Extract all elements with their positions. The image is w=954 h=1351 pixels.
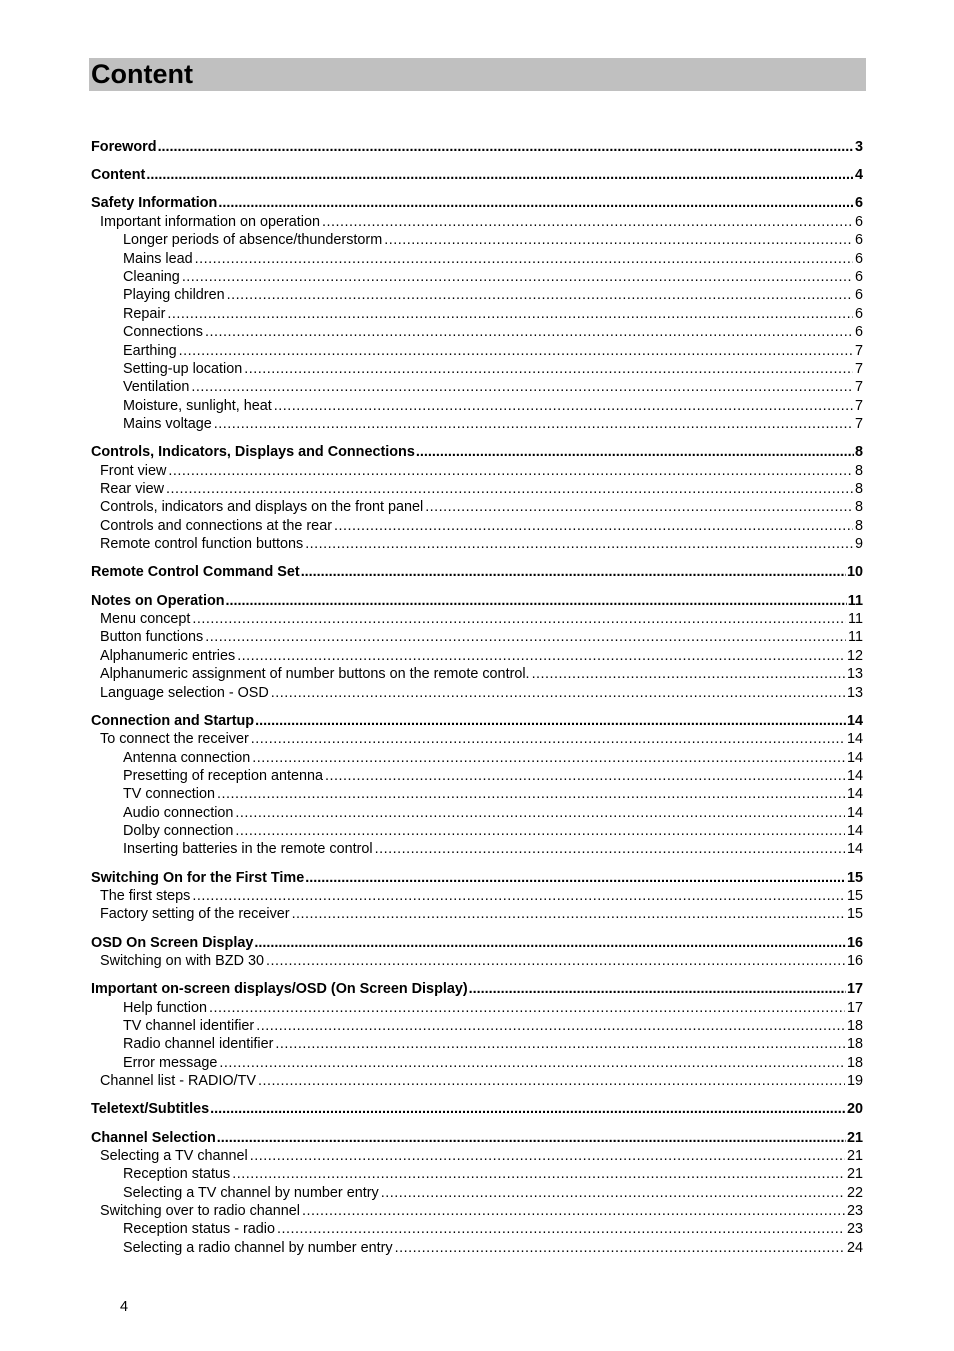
toc-entry-title: Playing children [123, 287, 225, 304]
toc-entry-page: 3 [854, 139, 863, 155]
toc-entry[interactable] [91, 684, 863, 702]
toc-entry-page: 10 [846, 564, 863, 581]
toc-entry-title: Menu concept [100, 610, 191, 627]
toc-entry-page: 19 [846, 1073, 863, 1090]
dot-leader [182, 268, 853, 286]
toc-entry[interactable] [91, 869, 863, 887]
dot-leader [158, 138, 854, 156]
toc-entry-page: 15 [846, 888, 863, 905]
toc-entry[interactable] [91, 785, 863, 803]
dot-leader [232, 1165, 845, 1183]
dot-leader [166, 480, 853, 498]
toc-entry[interactable] [91, 286, 863, 304]
toc-entry[interactable] [91, 887, 863, 905]
dot-leader [266, 952, 845, 970]
toc-entry-page: 15 [846, 869, 863, 886]
toc-entry-title: Longer periods of absence/thunderstorm [123, 232, 383, 249]
dot-leader [218, 194, 854, 212]
dot-leader [250, 1147, 845, 1165]
dot-leader [179, 342, 853, 360]
toc-entry[interactable] [91, 194, 863, 212]
toc-entry-page: 7 [854, 360, 863, 377]
toc-entry-title: Alphanumeric assignment of number buttons on the remote control. [100, 666, 530, 683]
toc-entry-page: 21 [846, 1166, 863, 1183]
toc-entry[interactable] [91, 213, 863, 231]
toc-entry[interactable] [91, 1035, 863, 1053]
toc-entry-page: 14 [846, 712, 863, 729]
toc-entry-page: 4 [854, 167, 863, 184]
toc-entry-title: Moisture, sunlight, heat [123, 397, 272, 414]
toc-entry[interactable] [91, 767, 863, 785]
dot-leader [237, 647, 845, 665]
toc-entry[interactable] [91, 1129, 863, 1147]
dot-leader [381, 1184, 845, 1202]
toc-entry[interactable] [91, 749, 863, 767]
dot-leader [375, 840, 845, 858]
toc-entry-page: 12 [846, 647, 863, 664]
dot-leader [277, 1220, 845, 1238]
toc-entry-title: Controls and connections at the rear [100, 517, 332, 534]
dot-leader [251, 730, 845, 748]
toc-entry[interactable] [91, 712, 863, 730]
toc-entry-title: Selecting a TV channel [100, 1147, 248, 1164]
toc-entry-page: 6 [854, 324, 863, 341]
toc-entry-page: 16 [846, 934, 863, 951]
toc-entry-page: 6 [854, 305, 863, 322]
toc-entry-title: Repair [123, 305, 166, 322]
dot-leader [210, 1100, 846, 1118]
dot-leader [205, 628, 846, 646]
toc-entry-title: Selecting a radio channel by number entry [123, 1239, 393, 1256]
toc-entry-page: 16 [846, 953, 863, 969]
toc-entry-title: Earthing [123, 342, 177, 359]
toc-entry-title: Channel list - RADIO/TV [100, 1073, 256, 1090]
toc-entry[interactable] [91, 1239, 863, 1257]
toc-entry-title: Notes on Operation [91, 592, 225, 609]
page-number: 4 [120, 1299, 129, 1315]
dot-leader [252, 749, 845, 767]
dot-leader [191, 378, 853, 396]
toc-entry-title: TV connection [123, 786, 215, 803]
toc-entry-page: 17 [846, 981, 863, 998]
toc-entry-title: Alphanumeric entries [100, 647, 236, 664]
toc-entry-title: Important information on operation [100, 213, 320, 230]
toc-entry-page: 6 [854, 250, 863, 267]
dot-leader [205, 323, 853, 341]
dot-leader [209, 999, 845, 1017]
dot-leader [425, 498, 853, 516]
toc-entry-page: 9 [854, 536, 863, 553]
toc-entry-title: Channel Selection [91, 1129, 216, 1146]
dot-leader [219, 1054, 845, 1072]
dot-leader [146, 166, 854, 184]
toc-entry-page: 14 [846, 804, 863, 821]
toc-entry-title: Controls, indicators and displays on the front panel [100, 499, 424, 516]
toc-entry-page: 8 [854, 499, 863, 516]
dot-leader [305, 869, 846, 887]
dot-leader [244, 360, 853, 378]
toc-entry-title: Setting-up location [123, 360, 243, 377]
toc-entry[interactable] [91, 378, 863, 396]
toc-entry[interactable] [91, 250, 863, 268]
toc-entry[interactable] [91, 1017, 863, 1035]
toc-entry[interactable] [91, 592, 863, 610]
toc-entry-title: Connections [123, 324, 203, 341]
toc-entry[interactable] [91, 462, 863, 480]
dot-leader [217, 785, 845, 803]
toc-entry-title: Selecting a TV channel by number entry [123, 1184, 379, 1201]
toc-entry-page: 21 [846, 1147, 863, 1164]
dot-leader [214, 415, 853, 433]
toc-entry-page: 6 [854, 195, 863, 212]
toc-entry[interactable] [91, 610, 863, 628]
toc-entry-title: To connect the receiver [100, 731, 249, 748]
toc-entry[interactable] [91, 480, 863, 498]
toc-entry[interactable] [91, 342, 863, 360]
dot-leader [255, 712, 846, 730]
dot-leader [301, 563, 846, 581]
toc-entry-title: Switching On for the First Time [91, 869, 305, 886]
toc-entry-title: Controls, Indicators, Displays and Connections [91, 444, 415, 461]
toc-entry[interactable] [91, 647, 863, 665]
toc-entry[interactable] [91, 323, 863, 341]
toc-entry-title: Mains voltage [123, 416, 212, 433]
dot-leader [167, 305, 853, 323]
dot-leader [168, 462, 853, 480]
dot-leader [302, 1202, 845, 1220]
toc-entry-title: Radio channel identifier [123, 1036, 274, 1053]
dot-leader [416, 443, 854, 461]
toc-entry-title: Antenna connection [123, 749, 251, 766]
dot-leader [227, 286, 853, 304]
toc-entry[interactable] [91, 628, 863, 646]
toc-entry-page: 7 [854, 416, 863, 433]
toc-entry-page: 14 [846, 731, 863, 748]
dot-leader [275, 1035, 845, 1053]
toc-entry-page: 23 [846, 1221, 863, 1238]
toc-entry-page: 8 [854, 481, 863, 498]
toc-entry-title: Connection and Startup [91, 712, 255, 729]
dot-leader [322, 213, 853, 231]
page-title: Content [91, 59, 193, 89]
toc-entry-title: Presetting of reception antenna [123, 767, 324, 784]
dot-leader [192, 887, 845, 905]
toc-entry-page: 6 [854, 232, 863, 249]
toc-entry-page: 11 [847, 592, 863, 609]
toc-entry-title: Reception status - radio [123, 1221, 275, 1238]
title-bar [89, 58, 866, 91]
toc-entry-page: 7 [854, 397, 863, 414]
toc-entry-page: 6 [854, 268, 863, 285]
dot-leader [192, 610, 846, 628]
toc-entry[interactable] [91, 305, 863, 323]
dot-leader [271, 684, 845, 702]
toc-entry-page: 14 [846, 841, 863, 858]
toc-entry-page: 24 [846, 1239, 863, 1256]
toc-entry-title: Cleaning [123, 268, 180, 285]
toc-entry-page: 8 [854, 462, 863, 479]
toc-entry-page: 8 [854, 517, 863, 534]
toc-entry[interactable] [91, 999, 863, 1017]
toc-entry-page: 7 [854, 379, 863, 396]
toc-entry-title: Front view [100, 462, 167, 479]
toc-entry[interactable] [91, 1202, 863, 1220]
toc-entry-title: Content [91, 167, 146, 184]
toc-entry[interactable] [91, 952, 863, 970]
toc-entry-title: Teletext/Subtitles [91, 1101, 210, 1118]
toc-entry-page: 18 [846, 1054, 863, 1071]
toc-entry-title: Dolby connection [123, 823, 234, 840]
toc-entry-page: 11 [848, 629, 863, 646]
toc-entry[interactable] [91, 1184, 863, 1202]
toc-entry[interactable] [91, 1100, 863, 1118]
dot-leader [395, 1239, 845, 1257]
toc-entry[interactable] [91, 1165, 863, 1183]
toc-entry-title: Error message [123, 1054, 218, 1071]
toc-entry[interactable] [91, 730, 863, 748]
toc-entry-page: 6 [854, 287, 863, 304]
toc-entry-title: Switching over to radio channel [100, 1203, 300, 1220]
toc-entry[interactable] [91, 1220, 863, 1238]
toc-entry-title: The first steps [100, 888, 191, 905]
toc-entry[interactable] [91, 535, 863, 553]
toc-entry[interactable] [91, 665, 863, 683]
dot-leader [334, 517, 853, 535]
toc-entry[interactable] [91, 138, 863, 156]
dot-leader [532, 665, 845, 683]
toc-entry[interactable] [91, 166, 863, 184]
toc-entry-title: Ventilation [123, 379, 190, 396]
toc-entry-title: Rear view [100, 481, 164, 498]
toc-entry-title: Switching on with BZD 30 [100, 953, 264, 969]
toc-entry-page: 23 [846, 1203, 863, 1220]
toc-entry[interactable] [91, 268, 863, 286]
toc-entry-page: 14 [846, 767, 863, 784]
toc-entry[interactable] [91, 840, 863, 858]
dot-leader [325, 767, 845, 785]
toc-entry-title: Foreword [91, 139, 157, 155]
dot-leader [254, 934, 846, 952]
toc-entry-page: 6 [854, 213, 863, 230]
dot-leader [274, 397, 853, 415]
dot-leader [195, 250, 853, 268]
toc-entry[interactable] [91, 1054, 863, 1072]
toc-entry[interactable] [91, 980, 863, 998]
toc-entry-title: Audio connection [123, 804, 234, 821]
toc-entry[interactable] [91, 517, 863, 535]
toc-entry[interactable] [91, 934, 863, 952]
toc-entry-title: Factory setting of the receiver [100, 906, 290, 923]
dot-leader [258, 1072, 845, 1090]
toc-entry-title: TV channel identifier [123, 1017, 255, 1034]
toc-entry-title: Mains lead [123, 250, 193, 267]
dot-leader [256, 1017, 845, 1035]
dot-leader [217, 1129, 846, 1147]
toc-entry-page: 20 [846, 1101, 863, 1118]
toc-entry[interactable] [91, 1147, 863, 1165]
toc-entry-title: Button functions [100, 629, 204, 646]
toc-entry-page: 18 [846, 1036, 863, 1053]
toc-entry-page: 14 [846, 749, 863, 766]
toc-entry[interactable] [91, 1072, 863, 1090]
toc-entry-title: Reception status [123, 1166, 231, 1183]
dot-leader [235, 804, 845, 822]
dot-leader [226, 592, 847, 610]
dot-leader [469, 980, 846, 998]
toc-entry-page: 22 [846, 1184, 863, 1201]
toc-entry[interactable] [91, 397, 863, 415]
toc-entry-title: Safety Information [91, 195, 218, 212]
toc-entry-page: 14 [846, 786, 863, 803]
toc-entry-page: 8 [854, 444, 863, 461]
toc-entry[interactable] [91, 804, 863, 822]
dot-leader [384, 231, 853, 249]
toc-entry-page: 13 [846, 684, 863, 701]
toc-entry-title: Language selection - OSD [100, 684, 269, 701]
toc-entry-title: Remote Control Command Set [91, 564, 300, 581]
toc-entry[interactable] [91, 563, 863, 581]
dot-leader [235, 822, 845, 840]
toc-entry-title: Important on-screen displays/OSD (On Screen Display) [91, 981, 468, 998]
toc-entry[interactable] [91, 231, 863, 249]
dot-leader [305, 535, 853, 553]
toc-entry-page: 11 [848, 610, 863, 627]
toc-entry[interactable] [91, 360, 863, 378]
toc-entry-page: 13 [846, 666, 863, 683]
toc-entry[interactable] [91, 443, 863, 461]
toc-entry[interactable] [91, 905, 863, 923]
toc-entry-page: 18 [846, 1017, 863, 1034]
toc-entry[interactable] [91, 822, 863, 840]
toc-entry-title: OSD On Screen Display [91, 934, 254, 951]
toc-entry-page: 17 [846, 999, 863, 1016]
toc-entry-page: 21 [846, 1129, 863, 1146]
toc-entry-page: 7 [854, 342, 863, 359]
toc-entry-title: Help function [123, 999, 207, 1016]
toc-entry-page: 15 [846, 906, 863, 923]
toc-entry[interactable] [91, 415, 863, 433]
toc-entry-page: 14 [846, 823, 863, 840]
table-of-contents [91, 138, 863, 1257]
toc-entry-title: Remote control function buttons [100, 536, 304, 553]
toc-entry[interactable] [91, 498, 863, 516]
toc-entry-title: Inserting batteries in the remote control [123, 841, 373, 858]
dot-leader [292, 905, 845, 923]
